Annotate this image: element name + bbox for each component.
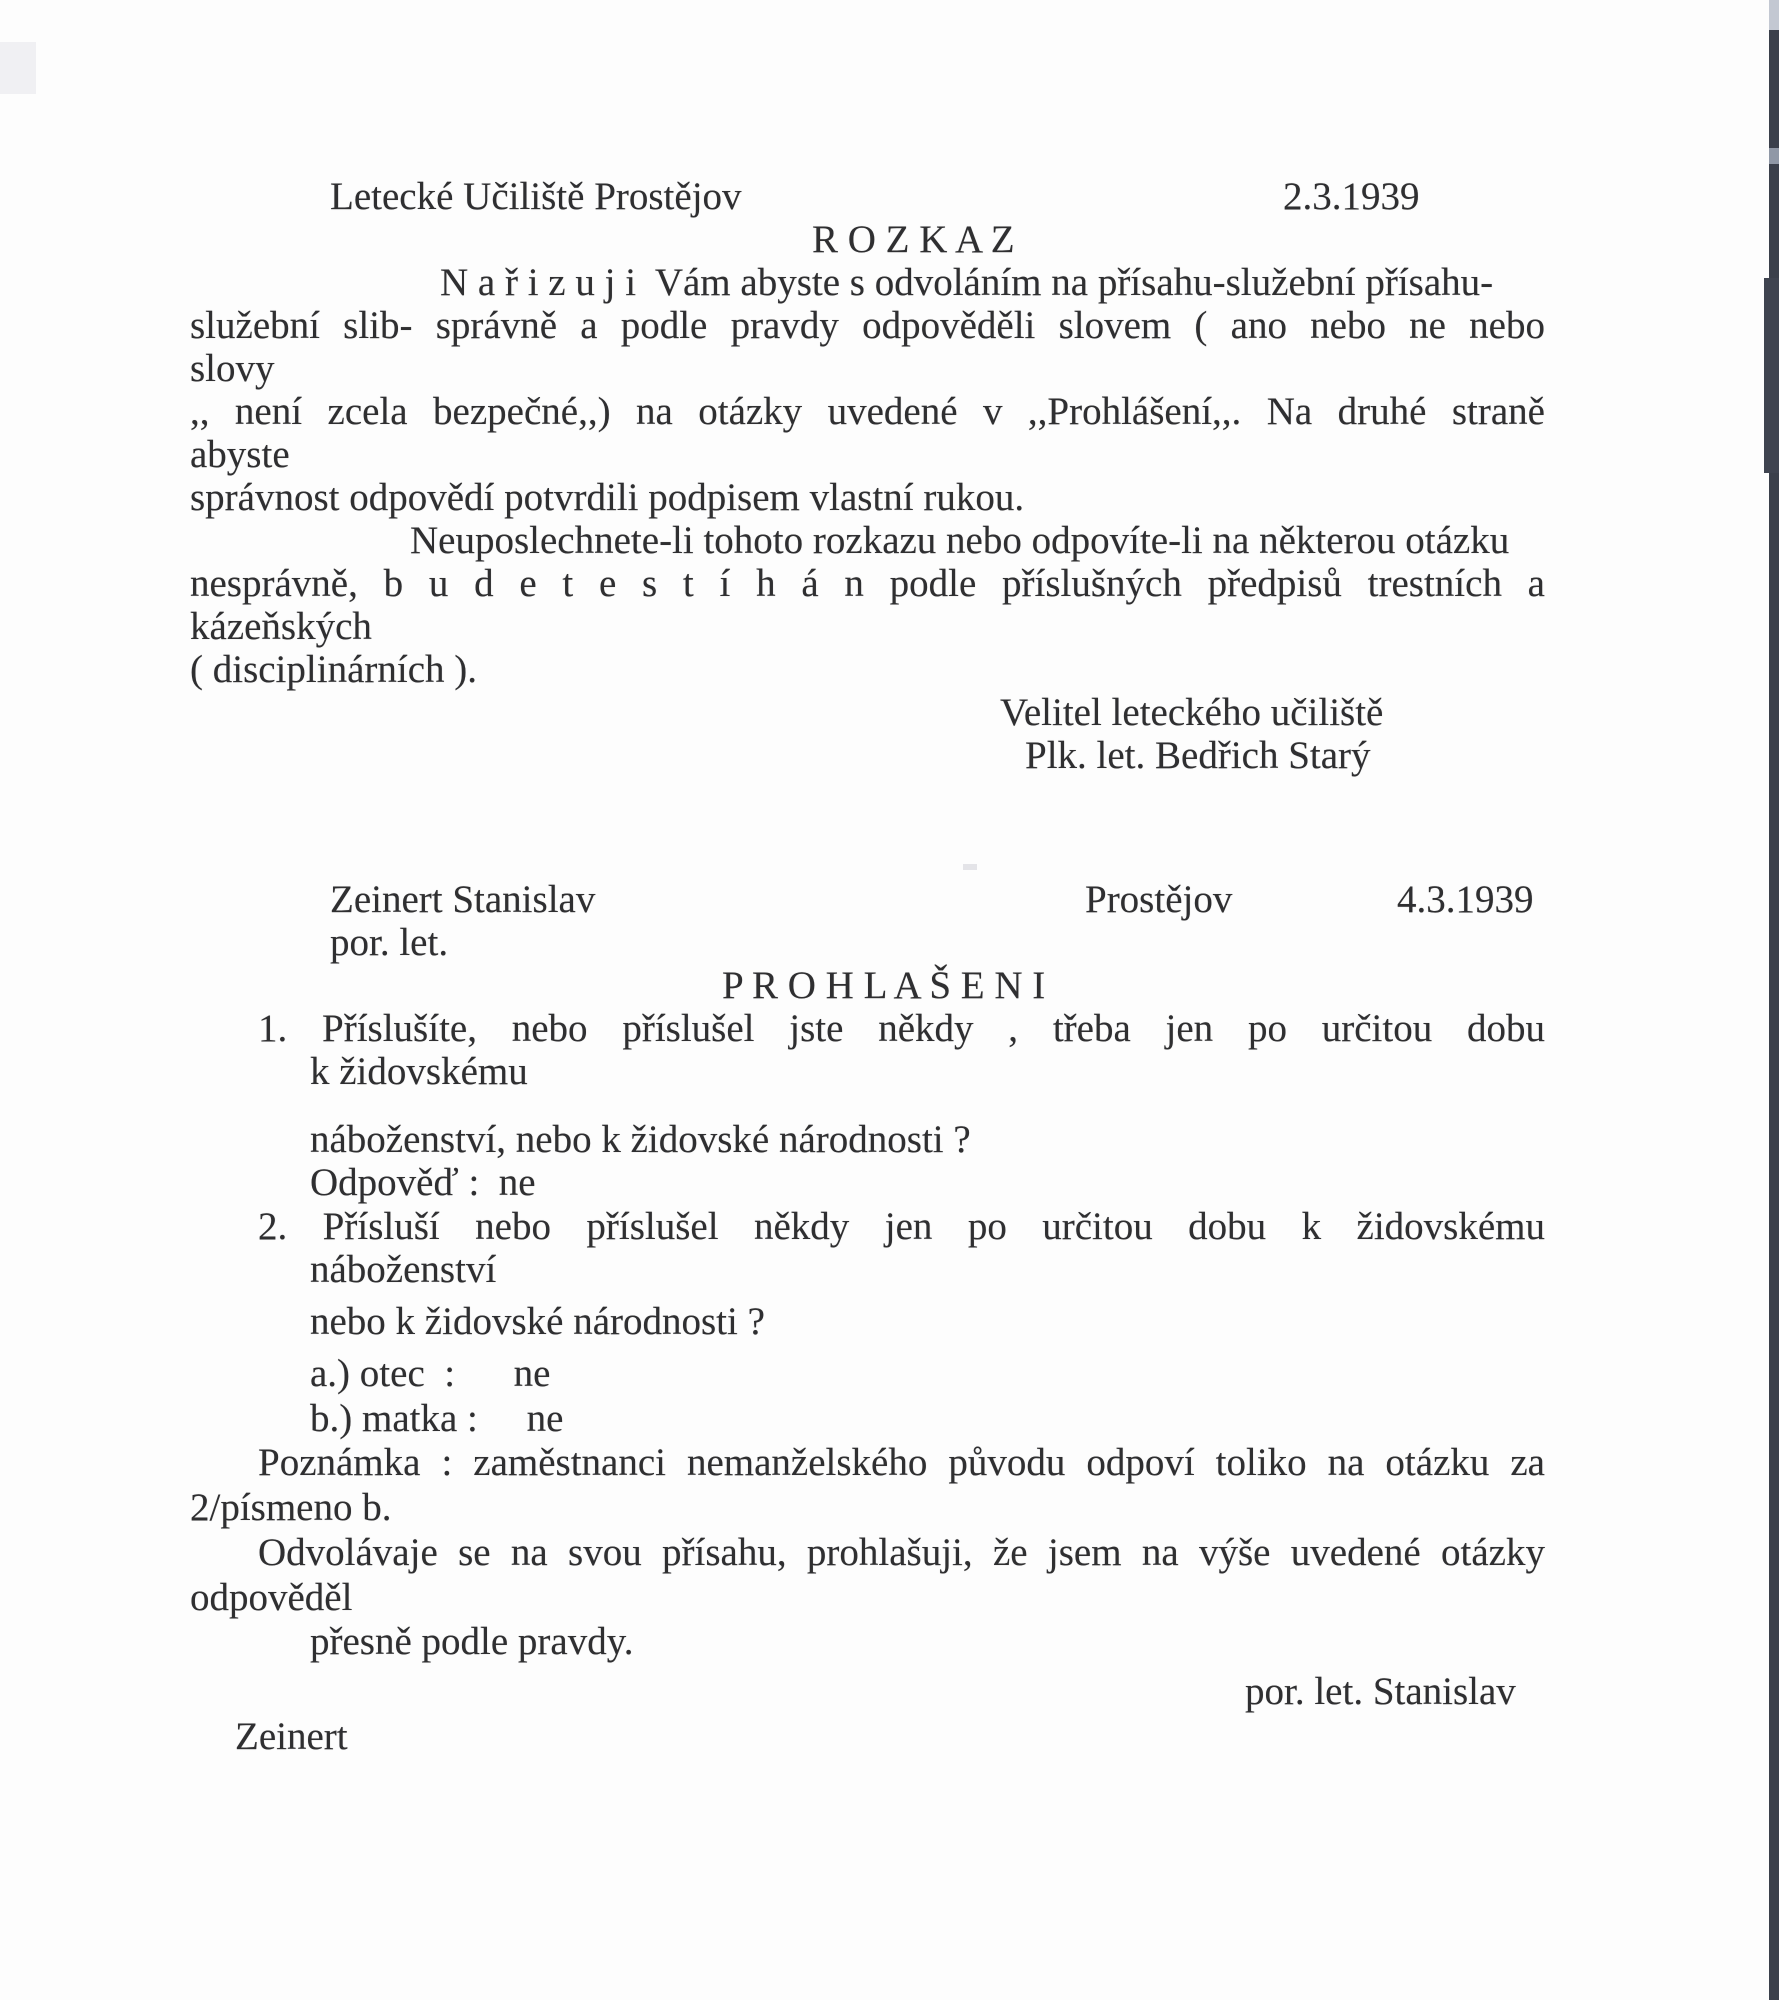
question2-line-3: nebo k židovské národnosti ?	[310, 1300, 765, 1343]
declarant-rank: por. let.	[330, 921, 449, 964]
header-office: Letecké Učiliště Prostějov	[330, 175, 742, 218]
commander-name: Plk. let. Bedřich Starý	[1025, 734, 1371, 777]
question1-answer: Odpověď : ne	[310, 1161, 536, 1204]
question2-line-2: náboženství	[310, 1248, 497, 1291]
commander-role: Velitel leteckého učiliště	[1000, 691, 1384, 734]
question1-line-3: náboženství, nebo k židovské národnosti ?	[310, 1118, 971, 1161]
declarant-signature-surname: Zeinert	[235, 1715, 348, 1758]
question2-answer-father: a.) otec : ne	[310, 1352, 551, 1395]
note-line-2: 2/písmeno b.	[190, 1486, 392, 1529]
declaration-title: P R O H L A Š E N I	[722, 964, 1046, 1007]
note-line-1: Poznámka : zaměstnanci nemanželského původu odpoví toliko na otázku za	[258, 1441, 1545, 1484]
order-line-5: abyste	[190, 433, 290, 476]
oath-line-1: Odvolávaje se na svou přísahu, prohlašuji, že jsem na výše uvedené otázky	[258, 1531, 1545, 1574]
order-line-10: ( disciplinárních ).	[190, 648, 477, 691]
scan-speck	[963, 864, 977, 870]
order-line-3: slovy	[190, 347, 275, 390]
scan-left-top-smudge	[0, 42, 36, 94]
order-line-6: správnost odpovědí potvrdili podpisem vlastní rukou.	[190, 476, 1025, 519]
order-line-9: kázeňských	[190, 605, 372, 648]
question1-line-1: 1. Příslušíte, nebo příslušel jste někdy , třeba jen po určitou dobu	[258, 1007, 1545, 1050]
declaration-date: 4.3.1939	[1397, 878, 1534, 921]
order-line-8: nesprávně, b u d e t e s t í h á n podle příslušných předpisů trestních a	[190, 562, 1545, 605]
order-title: R O Z K A Z	[812, 218, 1015, 261]
order-line-2: služební slib- správně a podle pravdy odpověděli slovem ( ano nebo ne nebo	[190, 304, 1545, 347]
scan-right-edge-top-fade	[1769, 0, 1779, 30]
declarant-name: Zeinert Stanislav	[330, 878, 596, 921]
scan-right-edge-wide-blotch	[1764, 278, 1779, 473]
declarant-signature-rank: por. let. Stanislav	[1245, 1670, 1516, 1713]
header-date: 2.3.1939	[1283, 175, 1420, 218]
scan-right-edge-light-notch	[1769, 148, 1779, 164]
order-line-4: ,, není zcela bezpečné,,) na otázky uvedené v ,,Prohlášení,,. Na druhé straně	[190, 390, 1545, 433]
question2-answer-mother: b.) matka : ne	[310, 1397, 564, 1440]
oath-line-3: přesně podle pravdy.	[310, 1620, 634, 1663]
declaration-place: Prostějov	[1085, 878, 1233, 921]
order-line-7: Neuposlechnete-li tohoto rozkazu nebo odpovíte-li na některou otázku	[410, 519, 1510, 562]
question2-line-1: 2. Přísluší nebo příslušel někdy jen po určitou dobu k židovskému	[258, 1205, 1545, 1248]
question1-line-2: k židovskému	[310, 1050, 528, 1093]
order-line-1: N a ř i z u j i Vám abyste s odvoláním na přísahu-služební přísahu-	[440, 261, 1494, 304]
oath-line-2: odpověděl	[190, 1576, 353, 1619]
